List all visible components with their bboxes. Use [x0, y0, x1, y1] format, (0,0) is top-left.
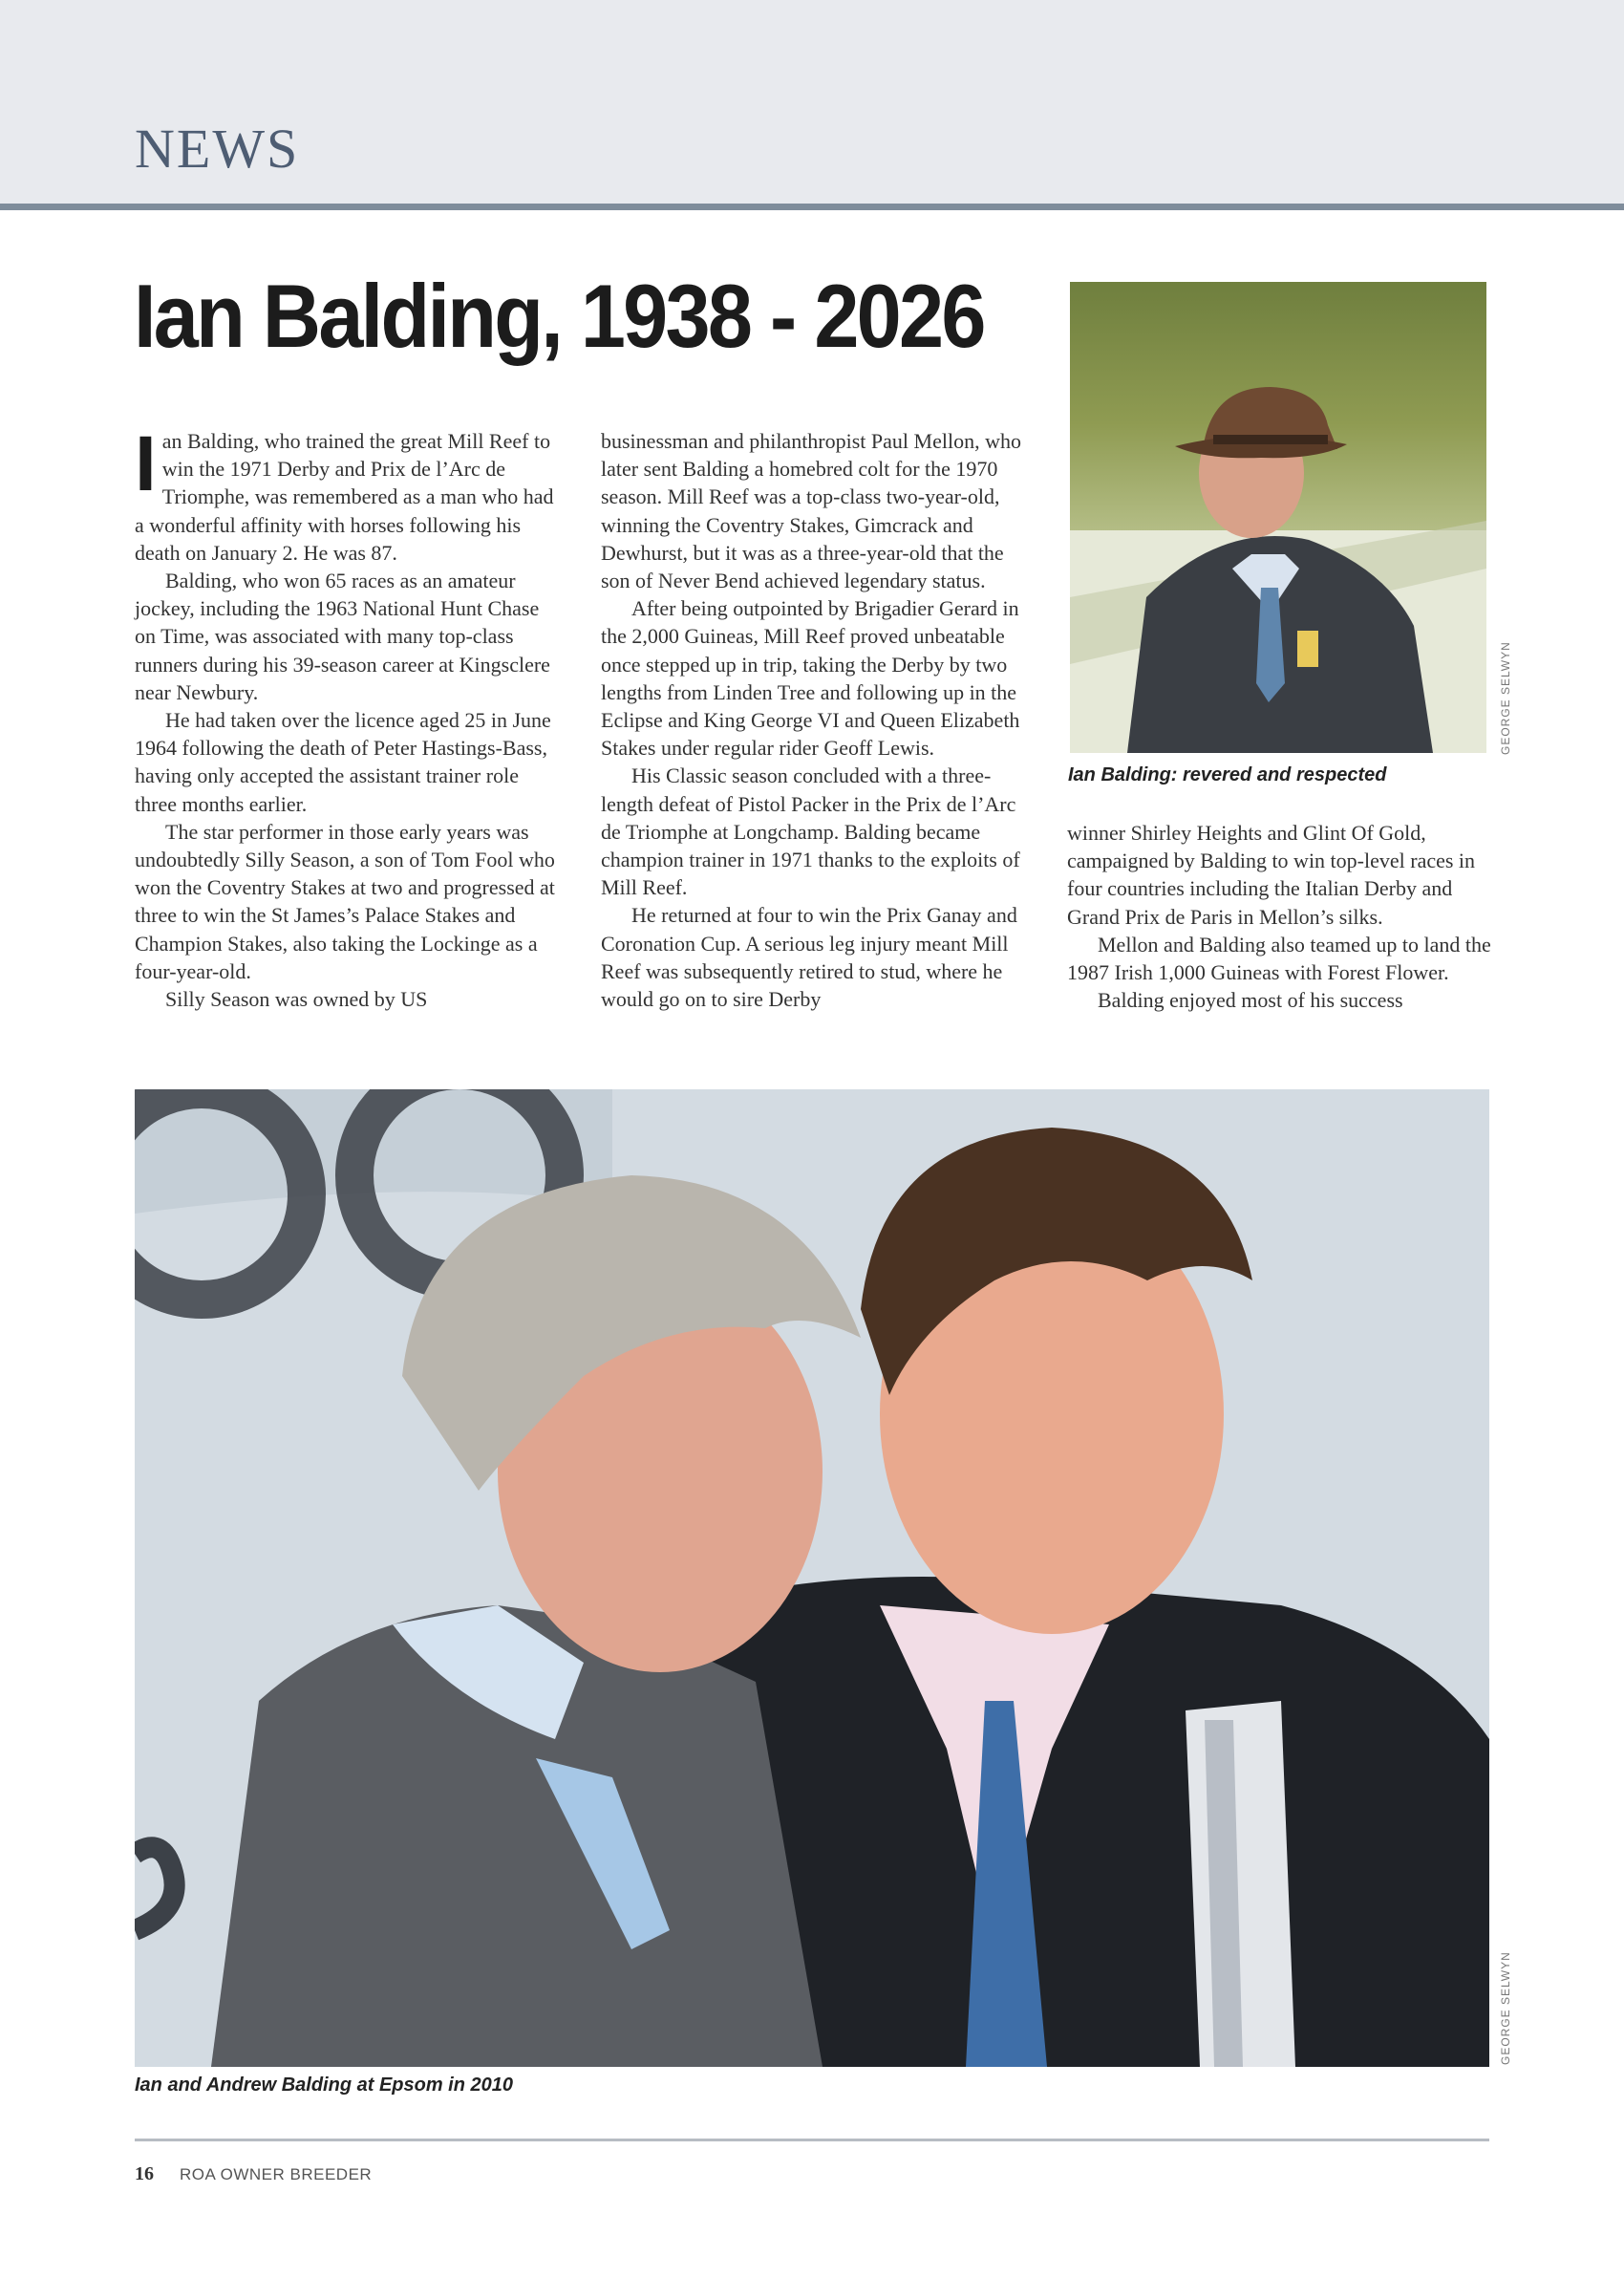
article-column-1	[135, 420, 555, 1013]
paragraph: Balding enjoyed most of his success	[1098, 988, 1403, 1013]
paragraph: The star performer in those early years was undoubtedly Silly Season, a son of Tom Fool who won the Coventry Stakes at two and progressed at three to win the St James’s Palace Stakes and Champion Stakes, also taking the Lockinge as a four-year-old.	[135, 819, 555, 983]
main-photo	[135, 1089, 1489, 2067]
paragraph: Mellon and Balding also teamed up to land the 1987 Irish 1,000 Guineas with Forest Flower.	[1067, 932, 1491, 985]
page-number: 16	[135, 2163, 154, 2184]
paragraph: Ian Balding, who trained the great Mill Reef to win the 1971 Derby and Prix de l’Arc de Triomphe, was remembered as a man who had a wonderful affinity with horses following his death on January 2. He was 87.	[135, 420, 554, 565]
main-photo-caption: Ian and Andrew Balding at Epsom in 2010	[135, 2075, 514, 2096]
article-column-2	[601, 427, 1026, 1013]
publication-name: ROA OWNER BREEDER	[180, 2165, 373, 2183]
portrait-caption: Ian Balding: revered and respected	[1068, 764, 1387, 785]
paragraph: He had taken over the licence aged 25 in June 1964 following the death of Peter Hastings-Bass, having only accepted the assistant trainer role three months earlier.	[135, 708, 551, 816]
paragraph: businessman and philanthropist Paul Mellon, who later sent Balding a homebred colt for the 1970 season. Mill Reef was a top-class two-year-old, winning the Coventry Stakes, Gimcrack and Dewhurst, but it was as a three-year-old that the son of Never Bend achieved legendary status.	[601, 429, 1021, 593]
article-title: Ian Balding, 1938 - 2026	[134, 266, 984, 366]
main-photo-credit: GEORGE SELWYN	[1499, 1951, 1512, 2065]
drop-cap: I	[135, 420, 157, 507]
paragraph: winner Shirley Heights and Glint Of Gold, campaigned by Balding to win top-level races in four countries including the Italian Derby and Grand Prix de Paris in Mellon’s silks.	[1067, 821, 1476, 929]
main-photo-illustration	[135, 1089, 1489, 2067]
paragraph: Balding, who won 65 races as an amateur jockey, including the 1963 National Hunt Chase on Time, was associated with many top-class runners during his 39-season career at Kingsclere near Newbury.	[135, 569, 550, 704]
article-column-3	[1067, 819, 1492, 1014]
portrait-illustration	[1070, 282, 1486, 753]
portrait-photo	[1070, 282, 1486, 753]
footer-divider	[135, 2139, 1489, 2141]
paragraph: Silly Season was owned by US	[165, 987, 428, 1012]
paragraph: He returned at four to win the Prix Ganay and Coronation Cup. A serious leg injury meant Mill Reef was subsequently retired to stud, where he would go on to sire Derby	[601, 903, 1017, 1012]
portrait-photo-credit: GEORGE SELWYN	[1499, 641, 1512, 755]
paragraph: His Classic season concluded with a three-length defeat of Pistol Packer in the Prix de l’Arc de Triomphe at Longchamp. Balding became champion trainer in 1971 thanks to the exploits of Mill Reef.	[601, 763, 1020, 900]
section-label: NEWS	[135, 118, 300, 180]
paragraph: After being outpointed by Brigadier Gerard in the 2,000 Guineas, Mill Reef proved unbeatable once stepped up in trip, taking the Derby by two lengths from Linden Tree and following up in the Eclipse and King George VI and Queen Elizabeth Stakes under regular rider Geoff Lewis.	[601, 596, 1020, 761]
